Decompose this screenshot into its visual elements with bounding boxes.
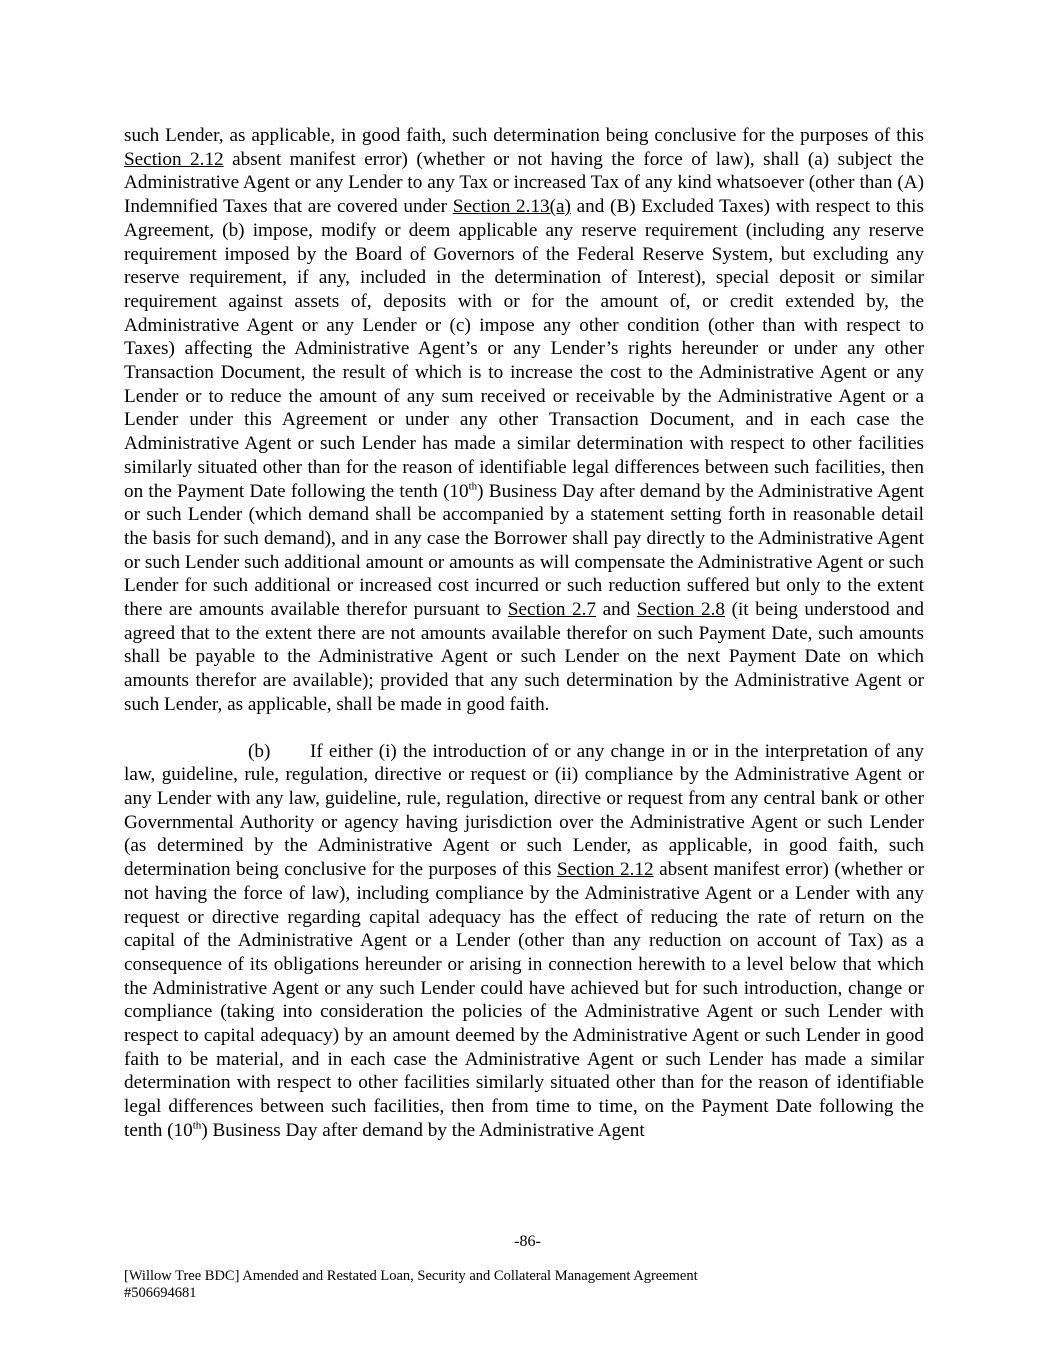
footer-agreement-title: [Willow Tree BDC] Amended and Restated Loan, Security and Collateral Management Agreement [124,1268,698,1284]
page-number: -86- [514,1233,541,1250]
section-2-13a-reference: Section 2.13(a) [452,196,571,218]
paragraph-b-text-2: absent manifest error) (whether or not having the force of law), including compliance by the Administrative Agent or a Lender with any request or directive regarding capital adequacy has the effect of reducing the rate of return on the capital of the Administrative Agent or a Lender (other than any reduction on account of Tax) as a consequence of its obligations hereunder or arising in connection herewith to a level below that which the Administrative Agent or any such Lender could have achieved but for such introduction, change or compliance (taking into consideration the policies of the Administrative Agent or such Lender with respect to capital adequacy) by an amount deemed by the Administrative Agent or such Lender in good faith to be material, and in each case the Administrative Agent or such Lender has made a similar determination with respect to other facilities similarly situated other than for the reason of identifiable legal differences between such facilities, then from time to time, on the Payment Date following the tenth (10 [124,859,924,1141]
ordinal-superscript: th [192,1119,202,1132]
paragraph-a-text-5: and [595,599,637,621]
paragraph-a-text-3: and (B) Excluded Taxes) with respect to this Agreement, (b) impose, modify or deem applicable any reserve requirement (including any reserve requirement imposed by the Board of Governors of the Federal Reserve System, but excluding any reserve requirement, if any, included in the determination of Interest), special deposit or similar requirement against assets of, deposits with or for the amount of, or credit extended by, the Administrative Agent or any Lender or (c) impose any other condition (other than with respect to Taxes) affecting the Administrative Agent’s or any Lender’s rights hereunder or under any other Transaction Document, the result of which is to increase the cost to the Administrative Agent or any Lender or to reduce the amount of any sum received or receivable by the Administrative Agent or a Lender under this Agreement or under any other Transaction Document, and in each case the Administrative Agent or such Lender has made a similar determination with respect to other facilities similarly situated other than for the reason of identifiable legal differences between such facilities, then on the Payment Date following the tenth (10 [124,196,924,502]
paragraph-b-text-3: ) Business Day after demand by the Administrative Agent [201,1119,645,1141]
section-2-8-reference: Section 2.8 [636,599,725,621]
paragraph-a-text-1: such Lender, as applicable, in good faith, such determination being conclusive for the purposes of this [124,125,924,146]
ordinal-superscript: th [468,480,478,493]
footer-document-id: #506694681 [124,1285,197,1301]
document-footer [124,1268,924,1302]
paragraph-a-text-6: (it being understood and agreed that to the extent there are not amounts available therefor on such Payment Date, such amounts shall be payable to the Administrative Agent or such Lender on the next Payment Date on which amounts therefor are available); provided that any such determination by the Administrative Agent or such Lender, as applicable, shall be made in good faith. [124,599,924,715]
paragraph-a-text-4: ) Business Day after demand by the Administrative Agent or such Lender (which demand shall be accompanied by a statement setting forth in reasonable detail the basis for such demand), and in any case the Borrower shall pay directly to the Administrative Agent or such Lender such additional amount or amounts as will compensate the Administrative Agent or such Lender for such additional or increased cost incurred or such reduction suffered but only to the extent there are amounts available therefor pursuant to [124,480,924,621]
body-text [124,124,924,1143]
paragraph-b-label: (b) [248,740,271,762]
paragraph-a-text-2: absent manifest error) (whether or not having the force of law), shall (a) subject the Administrative Agent or any Lender to any Tax or increased Tax of any kind whatsoever (other than (A) Indemnified Taxes that are covered under [124,148,924,218]
section-2-12-reference: Section 2.12 [124,148,224,170]
section-2-7-reference: Section 2.7 [507,599,596,621]
paragraph-b-text-1: If either (i) the introduction of or any change in or in the interpretation of any law, guideline, rule, regulation, directive or request or (ii) compliance by the Administrative Agent or any Lender with any law, guideline, rule, regulation, directive or request from any central bank or other Governmental Authority or agency having jurisdiction over the Administrative Agent or such Lender (as determined by the Administrative Agent or such Lender, as applicable, in good faith, such determination being conclusive for the purposes of this [124,740,924,881]
paragraph-a-continuation [124,124,924,717]
paragraph-b [124,740,924,1143]
section-2-12-reference: Section 2.12 [556,859,654,881]
